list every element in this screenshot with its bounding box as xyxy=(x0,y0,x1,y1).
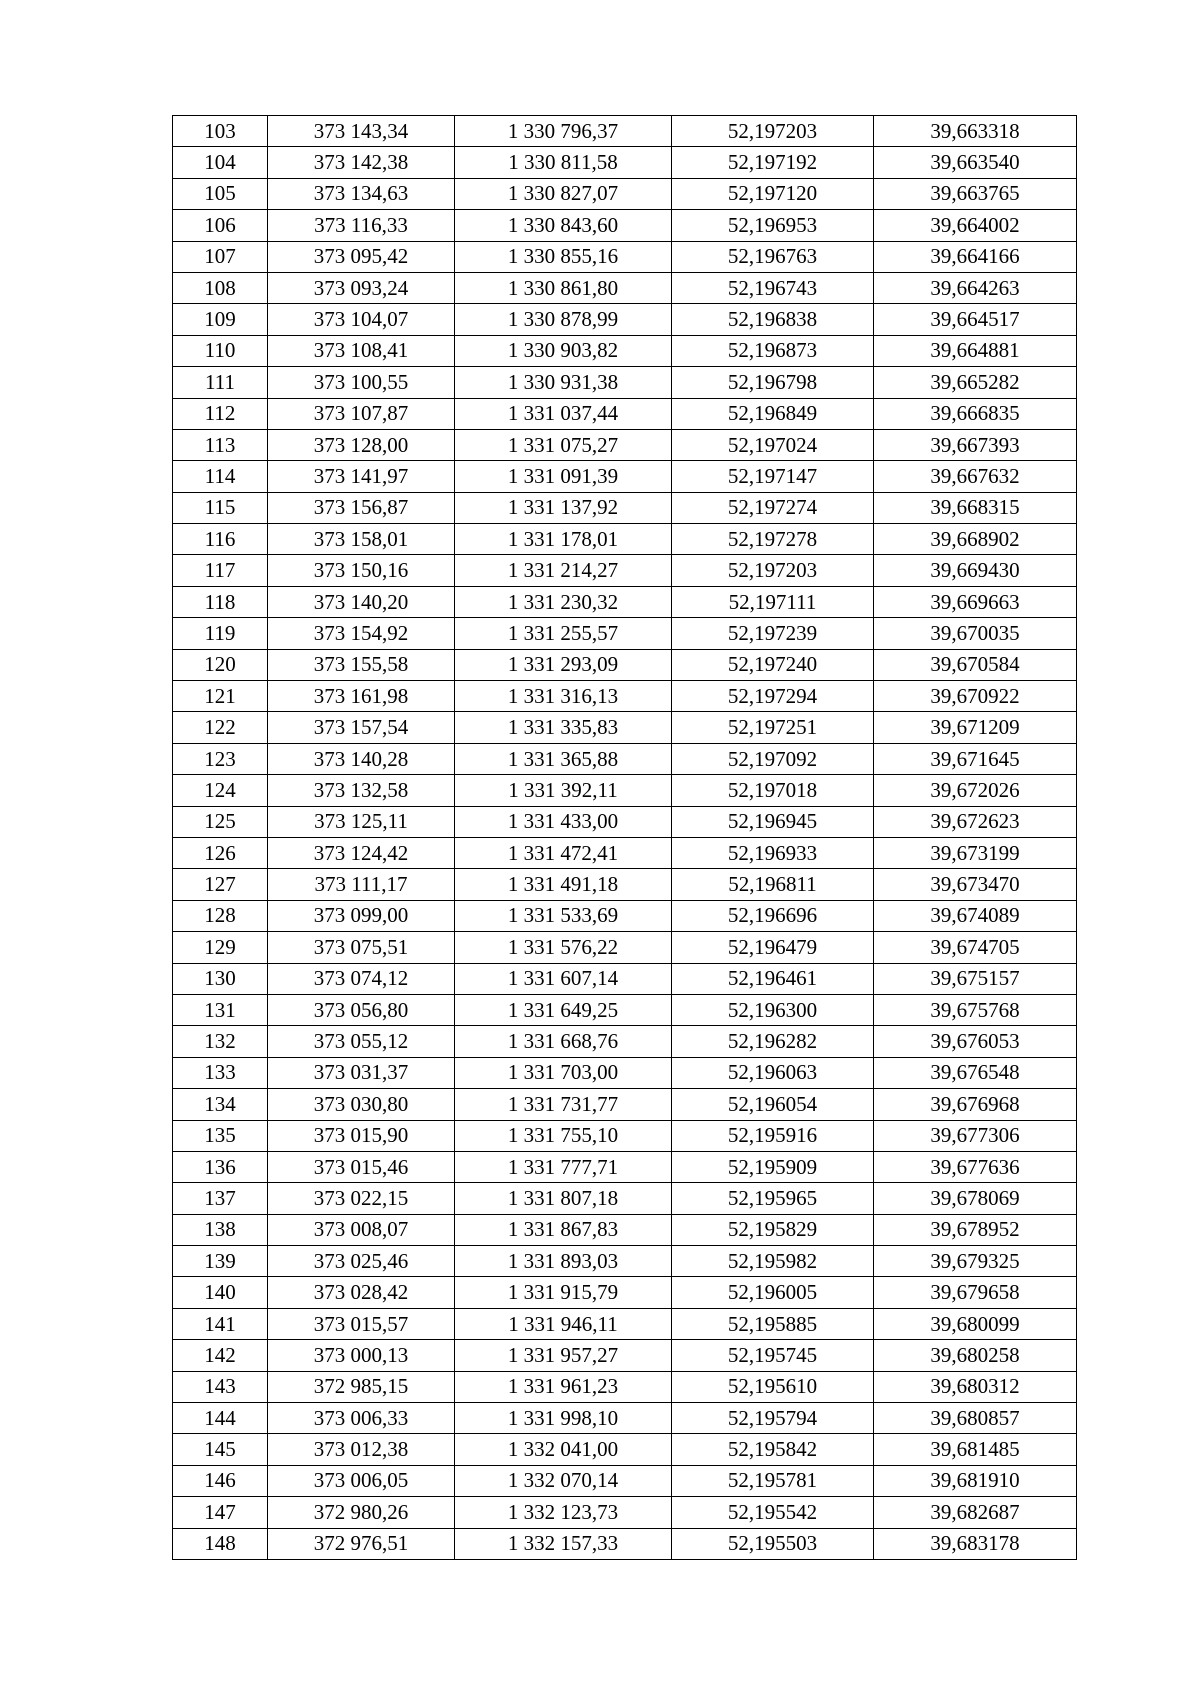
y-coordinate-cell: 1 332 157,33 xyxy=(455,1528,672,1559)
table-row xyxy=(173,1403,1077,1434)
point-number-cell: 124 xyxy=(173,775,268,806)
longitude-cell: 39,677636 xyxy=(874,1151,1077,1182)
longitude-cell: 39,664263 xyxy=(874,272,1077,303)
latitude-cell: 52,197274 xyxy=(672,492,874,523)
longitude-cell: 39,672026 xyxy=(874,775,1077,806)
x-coordinate-cell: 373 095,42 xyxy=(268,241,455,272)
y-coordinate-cell: 1 330 861,80 xyxy=(455,272,672,303)
y-coordinate-cell: 1 332 070,14 xyxy=(455,1465,672,1496)
y-coordinate-cell: 1 331 946,11 xyxy=(455,1308,672,1339)
x-coordinate-cell: 373 107,87 xyxy=(268,398,455,429)
table-row xyxy=(173,272,1077,303)
x-coordinate-cell: 373 132,58 xyxy=(268,775,455,806)
y-coordinate-cell: 1 330 878,99 xyxy=(455,304,672,335)
coordinates-table-body xyxy=(173,116,1077,1560)
longitude-cell: 39,663765 xyxy=(874,178,1077,209)
longitude-cell: 39,679325 xyxy=(874,1246,1077,1277)
table-row xyxy=(173,775,1077,806)
y-coordinate-cell: 1 331 807,18 xyxy=(455,1183,672,1214)
latitude-cell: 52,197251 xyxy=(672,712,874,743)
y-coordinate-cell: 1 331 075,27 xyxy=(455,429,672,460)
table-row xyxy=(173,398,1077,429)
longitude-cell: 39,680099 xyxy=(874,1308,1077,1339)
longitude-cell: 39,669430 xyxy=(874,555,1077,586)
point-number-cell: 105 xyxy=(173,178,268,209)
point-number-cell: 106 xyxy=(173,210,268,241)
point-number-cell: 107 xyxy=(173,241,268,272)
y-coordinate-cell: 1 331 703,00 xyxy=(455,1057,672,1088)
y-coordinate-cell: 1 331 867,83 xyxy=(455,1214,672,1245)
latitude-cell: 52,196743 xyxy=(672,272,874,303)
latitude-cell: 52,197092 xyxy=(672,743,874,774)
latitude-cell: 52,195610 xyxy=(672,1371,874,1402)
table-row xyxy=(173,524,1077,555)
point-number-cell: 122 xyxy=(173,712,268,743)
latitude-cell: 52,196849 xyxy=(672,398,874,429)
latitude-cell: 52,196945 xyxy=(672,806,874,837)
longitude-cell: 39,683178 xyxy=(874,1528,1077,1559)
y-coordinate-cell: 1 331 576,22 xyxy=(455,932,672,963)
point-number-cell: 115 xyxy=(173,492,268,523)
table-row xyxy=(173,869,1077,900)
y-coordinate-cell: 1 331 491,18 xyxy=(455,869,672,900)
latitude-cell: 52,197203 xyxy=(672,555,874,586)
latitude-cell: 52,196300 xyxy=(672,994,874,1025)
longitude-cell: 39,680258 xyxy=(874,1340,1077,1371)
table-row xyxy=(173,461,1077,492)
longitude-cell: 39,675768 xyxy=(874,994,1077,1025)
point-number-cell: 118 xyxy=(173,586,268,617)
table-row xyxy=(173,1277,1077,1308)
x-coordinate-cell: 373 154,92 xyxy=(268,618,455,649)
latitude-cell: 52,197111 xyxy=(672,586,874,617)
x-coordinate-cell: 373 099,00 xyxy=(268,900,455,931)
table-row xyxy=(173,1026,1077,1057)
table-row xyxy=(173,1246,1077,1277)
table-row xyxy=(173,1057,1077,1088)
point-number-cell: 148 xyxy=(173,1528,268,1559)
point-number-cell: 113 xyxy=(173,429,268,460)
x-coordinate-cell: 373 140,28 xyxy=(268,743,455,774)
point-number-cell: 136 xyxy=(173,1151,268,1182)
x-coordinate-cell: 373 030,80 xyxy=(268,1089,455,1120)
table-row xyxy=(173,116,1077,147)
table-row xyxy=(173,367,1077,398)
table-row xyxy=(173,712,1077,743)
y-coordinate-cell: 1 330 903,82 xyxy=(455,335,672,366)
y-coordinate-cell: 1 331 998,10 xyxy=(455,1403,672,1434)
longitude-cell: 39,676968 xyxy=(874,1089,1077,1120)
y-coordinate-cell: 1 331 091,39 xyxy=(455,461,672,492)
x-coordinate-cell: 373 031,37 xyxy=(268,1057,455,1088)
y-coordinate-cell: 1 331 915,79 xyxy=(455,1277,672,1308)
x-coordinate-cell: 372 985,15 xyxy=(268,1371,455,1402)
y-coordinate-cell: 1 331 777,71 xyxy=(455,1151,672,1182)
latitude-cell: 52,197192 xyxy=(672,147,874,178)
table-row xyxy=(173,1340,1077,1371)
point-number-cell: 131 xyxy=(173,994,268,1025)
x-coordinate-cell: 372 980,26 xyxy=(268,1497,455,1528)
table-row xyxy=(173,304,1077,335)
table-row xyxy=(173,555,1077,586)
point-number-cell: 147 xyxy=(173,1497,268,1528)
x-coordinate-cell: 373 142,38 xyxy=(268,147,455,178)
longitude-cell: 39,680312 xyxy=(874,1371,1077,1402)
table-row xyxy=(173,586,1077,617)
point-number-cell: 138 xyxy=(173,1214,268,1245)
latitude-cell: 52,197147 xyxy=(672,461,874,492)
table-row xyxy=(173,1371,1077,1402)
x-coordinate-cell: 373 028,42 xyxy=(268,1277,455,1308)
latitude-cell: 52,195842 xyxy=(672,1434,874,1465)
point-number-cell: 120 xyxy=(173,649,268,680)
latitude-cell: 52,196953 xyxy=(672,210,874,241)
x-coordinate-cell: 373 008,07 xyxy=(268,1214,455,1245)
table-row xyxy=(173,932,1077,963)
point-number-cell: 103 xyxy=(173,116,268,147)
x-coordinate-cell: 373 125,11 xyxy=(268,806,455,837)
y-coordinate-cell: 1 331 433,00 xyxy=(455,806,672,837)
table-row xyxy=(173,743,1077,774)
table-row xyxy=(173,1089,1077,1120)
y-coordinate-cell: 1 330 796,37 xyxy=(455,116,672,147)
y-coordinate-cell: 1 331 316,13 xyxy=(455,681,672,712)
point-number-cell: 119 xyxy=(173,618,268,649)
point-number-cell: 146 xyxy=(173,1465,268,1496)
point-number-cell: 126 xyxy=(173,837,268,868)
x-coordinate-cell: 373 161,98 xyxy=(268,681,455,712)
longitude-cell: 39,674705 xyxy=(874,932,1077,963)
table-row xyxy=(173,1434,1077,1465)
table-row xyxy=(173,963,1077,994)
table-row xyxy=(173,994,1077,1025)
latitude-cell: 52,196873 xyxy=(672,335,874,366)
longitude-cell: 39,669663 xyxy=(874,586,1077,617)
latitude-cell: 52,196054 xyxy=(672,1089,874,1120)
point-number-cell: 130 xyxy=(173,963,268,994)
point-number-cell: 127 xyxy=(173,869,268,900)
longitude-cell: 39,664002 xyxy=(874,210,1077,241)
latitude-cell: 52,195982 xyxy=(672,1246,874,1277)
point-number-cell: 141 xyxy=(173,1308,268,1339)
latitude-cell: 52,196763 xyxy=(672,241,874,272)
point-number-cell: 109 xyxy=(173,304,268,335)
x-coordinate-cell: 373 006,05 xyxy=(268,1465,455,1496)
longitude-cell: 39,671209 xyxy=(874,712,1077,743)
point-number-cell: 142 xyxy=(173,1340,268,1371)
table-row xyxy=(173,1120,1077,1151)
point-number-cell: 111 xyxy=(173,367,268,398)
longitude-cell: 39,678069 xyxy=(874,1183,1077,1214)
point-number-cell: 132 xyxy=(173,1026,268,1057)
y-coordinate-cell: 1 331 607,14 xyxy=(455,963,672,994)
y-coordinate-cell: 1 331 178,01 xyxy=(455,524,672,555)
point-number-cell: 112 xyxy=(173,398,268,429)
longitude-cell: 39,670922 xyxy=(874,681,1077,712)
longitude-cell: 39,673470 xyxy=(874,869,1077,900)
latitude-cell: 52,196461 xyxy=(672,963,874,994)
longitude-cell: 39,663540 xyxy=(874,147,1077,178)
y-coordinate-cell: 1 331 472,41 xyxy=(455,837,672,868)
y-coordinate-cell: 1 331 392,11 xyxy=(455,775,672,806)
latitude-cell: 52,197240 xyxy=(672,649,874,680)
point-number-cell: 145 xyxy=(173,1434,268,1465)
point-number-cell: 128 xyxy=(173,900,268,931)
latitude-cell: 52,196282 xyxy=(672,1026,874,1057)
x-coordinate-cell: 373 056,80 xyxy=(268,994,455,1025)
x-coordinate-cell: 373 000,13 xyxy=(268,1340,455,1371)
longitude-cell: 39,678952 xyxy=(874,1214,1077,1245)
table-row xyxy=(173,210,1077,241)
table-row xyxy=(173,1214,1077,1245)
longitude-cell: 39,668902 xyxy=(874,524,1077,555)
longitude-cell: 39,664166 xyxy=(874,241,1077,272)
x-coordinate-cell: 373 157,54 xyxy=(268,712,455,743)
x-coordinate-cell: 373 156,87 xyxy=(268,492,455,523)
longitude-cell: 39,670035 xyxy=(874,618,1077,649)
y-coordinate-cell: 1 331 893,03 xyxy=(455,1246,672,1277)
point-number-cell: 110 xyxy=(173,335,268,366)
latitude-cell: 52,196838 xyxy=(672,304,874,335)
x-coordinate-cell: 373 093,24 xyxy=(268,272,455,303)
longitude-cell: 39,663318 xyxy=(874,116,1077,147)
longitude-cell: 39,665282 xyxy=(874,367,1077,398)
latitude-cell: 52,195965 xyxy=(672,1183,874,1214)
longitude-cell: 39,672623 xyxy=(874,806,1077,837)
x-coordinate-cell: 373 074,12 xyxy=(268,963,455,994)
x-coordinate-cell: 373 158,01 xyxy=(268,524,455,555)
latitude-cell: 52,195542 xyxy=(672,1497,874,1528)
table-row xyxy=(173,1151,1077,1182)
y-coordinate-cell: 1 331 668,76 xyxy=(455,1026,672,1057)
table-row xyxy=(173,1308,1077,1339)
x-coordinate-cell: 373 111,17 xyxy=(268,869,455,900)
latitude-cell: 52,195829 xyxy=(672,1214,874,1245)
latitude-cell: 52,197120 xyxy=(672,178,874,209)
y-coordinate-cell: 1 331 255,57 xyxy=(455,618,672,649)
point-number-cell: 108 xyxy=(173,272,268,303)
point-number-cell: 137 xyxy=(173,1183,268,1214)
table-row xyxy=(173,429,1077,460)
x-coordinate-cell: 373 015,46 xyxy=(268,1151,455,1182)
x-coordinate-cell: 373 140,20 xyxy=(268,586,455,617)
table-row xyxy=(173,618,1077,649)
table-row xyxy=(173,649,1077,680)
y-coordinate-cell: 1 331 230,32 xyxy=(455,586,672,617)
x-coordinate-cell: 373 128,00 xyxy=(268,429,455,460)
x-coordinate-cell: 373 116,33 xyxy=(268,210,455,241)
x-coordinate-cell: 373 155,58 xyxy=(268,649,455,680)
x-coordinate-cell: 373 022,15 xyxy=(268,1183,455,1214)
y-coordinate-cell: 1 332 041,00 xyxy=(455,1434,672,1465)
x-coordinate-cell: 373 025,46 xyxy=(268,1246,455,1277)
x-coordinate-cell: 373 075,51 xyxy=(268,932,455,963)
y-coordinate-cell: 1 330 827,07 xyxy=(455,178,672,209)
longitude-cell: 39,664881 xyxy=(874,335,1077,366)
x-coordinate-cell: 373 015,57 xyxy=(268,1308,455,1339)
x-coordinate-cell: 373 055,12 xyxy=(268,1026,455,1057)
y-coordinate-cell: 1 331 755,10 xyxy=(455,1120,672,1151)
latitude-cell: 52,197018 xyxy=(672,775,874,806)
latitude-cell: 52,197024 xyxy=(672,429,874,460)
latitude-cell: 52,195885 xyxy=(672,1308,874,1339)
point-number-cell: 144 xyxy=(173,1403,268,1434)
table-row xyxy=(173,1497,1077,1528)
y-coordinate-cell: 1 331 731,77 xyxy=(455,1089,672,1120)
latitude-cell: 52,196479 xyxy=(672,932,874,963)
y-coordinate-cell: 1 331 335,83 xyxy=(455,712,672,743)
latitude-cell: 52,197239 xyxy=(672,618,874,649)
x-coordinate-cell: 373 015,90 xyxy=(268,1120,455,1151)
table-row xyxy=(173,900,1077,931)
latitude-cell: 52,195909 xyxy=(672,1151,874,1182)
y-coordinate-cell: 1 331 293,09 xyxy=(455,649,672,680)
longitude-cell: 39,667393 xyxy=(874,429,1077,460)
x-coordinate-cell: 373 124,42 xyxy=(268,837,455,868)
longitude-cell: 39,668315 xyxy=(874,492,1077,523)
point-number-cell: 114 xyxy=(173,461,268,492)
point-number-cell: 134 xyxy=(173,1089,268,1120)
x-coordinate-cell: 372 976,51 xyxy=(268,1528,455,1559)
y-coordinate-cell: 1 331 365,88 xyxy=(455,743,672,774)
y-coordinate-cell: 1 331 137,92 xyxy=(455,492,672,523)
longitude-cell: 39,674089 xyxy=(874,900,1077,931)
longitude-cell: 39,664517 xyxy=(874,304,1077,335)
x-coordinate-cell: 373 104,07 xyxy=(268,304,455,335)
longitude-cell: 39,677306 xyxy=(874,1120,1077,1151)
point-number-cell: 104 xyxy=(173,147,268,178)
longitude-cell: 39,673199 xyxy=(874,837,1077,868)
point-number-cell: 143 xyxy=(173,1371,268,1402)
table-row xyxy=(173,492,1077,523)
latitude-cell: 52,196933 xyxy=(672,837,874,868)
table-row xyxy=(173,335,1077,366)
table-row xyxy=(173,178,1077,209)
x-coordinate-cell: 373 100,55 xyxy=(268,367,455,398)
latitude-cell: 52,197278 xyxy=(672,524,874,555)
y-coordinate-cell: 1 331 037,44 xyxy=(455,398,672,429)
latitude-cell: 52,196005 xyxy=(672,1277,874,1308)
point-number-cell: 121 xyxy=(173,681,268,712)
y-coordinate-cell: 1 331 533,69 xyxy=(455,900,672,931)
point-number-cell: 123 xyxy=(173,743,268,774)
latitude-cell: 52,195916 xyxy=(672,1120,874,1151)
latitude-cell: 52,195503 xyxy=(672,1528,874,1559)
y-coordinate-cell: 1 331 957,27 xyxy=(455,1340,672,1371)
longitude-cell: 39,679658 xyxy=(874,1277,1077,1308)
x-coordinate-cell: 373 134,63 xyxy=(268,178,455,209)
longitude-cell: 39,676053 xyxy=(874,1026,1077,1057)
point-number-cell: 140 xyxy=(173,1277,268,1308)
point-number-cell: 139 xyxy=(173,1246,268,1277)
x-coordinate-cell: 373 150,16 xyxy=(268,555,455,586)
longitude-cell: 39,666835 xyxy=(874,398,1077,429)
y-coordinate-cell: 1 330 843,60 xyxy=(455,210,672,241)
y-coordinate-cell: 1 331 649,25 xyxy=(455,994,672,1025)
table-row xyxy=(173,806,1077,837)
longitude-cell: 39,681910 xyxy=(874,1465,1077,1496)
latitude-cell: 52,195781 xyxy=(672,1465,874,1496)
longitude-cell: 39,670584 xyxy=(874,649,1077,680)
longitude-cell: 39,667632 xyxy=(874,461,1077,492)
coordinates-table xyxy=(172,115,1077,1560)
latitude-cell: 52,195794 xyxy=(672,1403,874,1434)
y-coordinate-cell: 1 332 123,73 xyxy=(455,1497,672,1528)
y-coordinate-cell: 1 330 811,58 xyxy=(455,147,672,178)
table-row xyxy=(173,1183,1077,1214)
table-row xyxy=(173,681,1077,712)
y-coordinate-cell: 1 330 855,16 xyxy=(455,241,672,272)
latitude-cell: 52,197203 xyxy=(672,116,874,147)
longitude-cell: 39,671645 xyxy=(874,743,1077,774)
longitude-cell: 39,676548 xyxy=(874,1057,1077,1088)
latitude-cell: 52,196696 xyxy=(672,900,874,931)
point-number-cell: 133 xyxy=(173,1057,268,1088)
longitude-cell: 39,682687 xyxy=(874,1497,1077,1528)
point-number-cell: 129 xyxy=(173,932,268,963)
table-row xyxy=(173,837,1077,868)
y-coordinate-cell: 1 331 961,23 xyxy=(455,1371,672,1402)
y-coordinate-cell: 1 331 214,27 xyxy=(455,555,672,586)
latitude-cell: 52,195745 xyxy=(672,1340,874,1371)
x-coordinate-cell: 373 012,38 xyxy=(268,1434,455,1465)
longitude-cell: 39,681485 xyxy=(874,1434,1077,1465)
point-number-cell: 135 xyxy=(173,1120,268,1151)
latitude-cell: 52,196063 xyxy=(672,1057,874,1088)
longitude-cell: 39,675157 xyxy=(874,963,1077,994)
latitude-cell: 52,197294 xyxy=(672,681,874,712)
table-row xyxy=(173,1465,1077,1496)
table-row xyxy=(173,241,1077,272)
table-row xyxy=(173,147,1077,178)
x-coordinate-cell: 373 006,33 xyxy=(268,1403,455,1434)
point-number-cell: 125 xyxy=(173,806,268,837)
y-coordinate-cell: 1 330 931,38 xyxy=(455,367,672,398)
table-row xyxy=(173,1528,1077,1559)
x-coordinate-cell: 373 143,34 xyxy=(268,116,455,147)
latitude-cell: 52,196811 xyxy=(672,869,874,900)
point-number-cell: 116 xyxy=(173,524,268,555)
x-coordinate-cell: 373 108,41 xyxy=(268,335,455,366)
x-coordinate-cell: 373 141,97 xyxy=(268,461,455,492)
longitude-cell: 39,680857 xyxy=(874,1403,1077,1434)
point-number-cell: 117 xyxy=(173,555,268,586)
latitude-cell: 52,196798 xyxy=(672,367,874,398)
